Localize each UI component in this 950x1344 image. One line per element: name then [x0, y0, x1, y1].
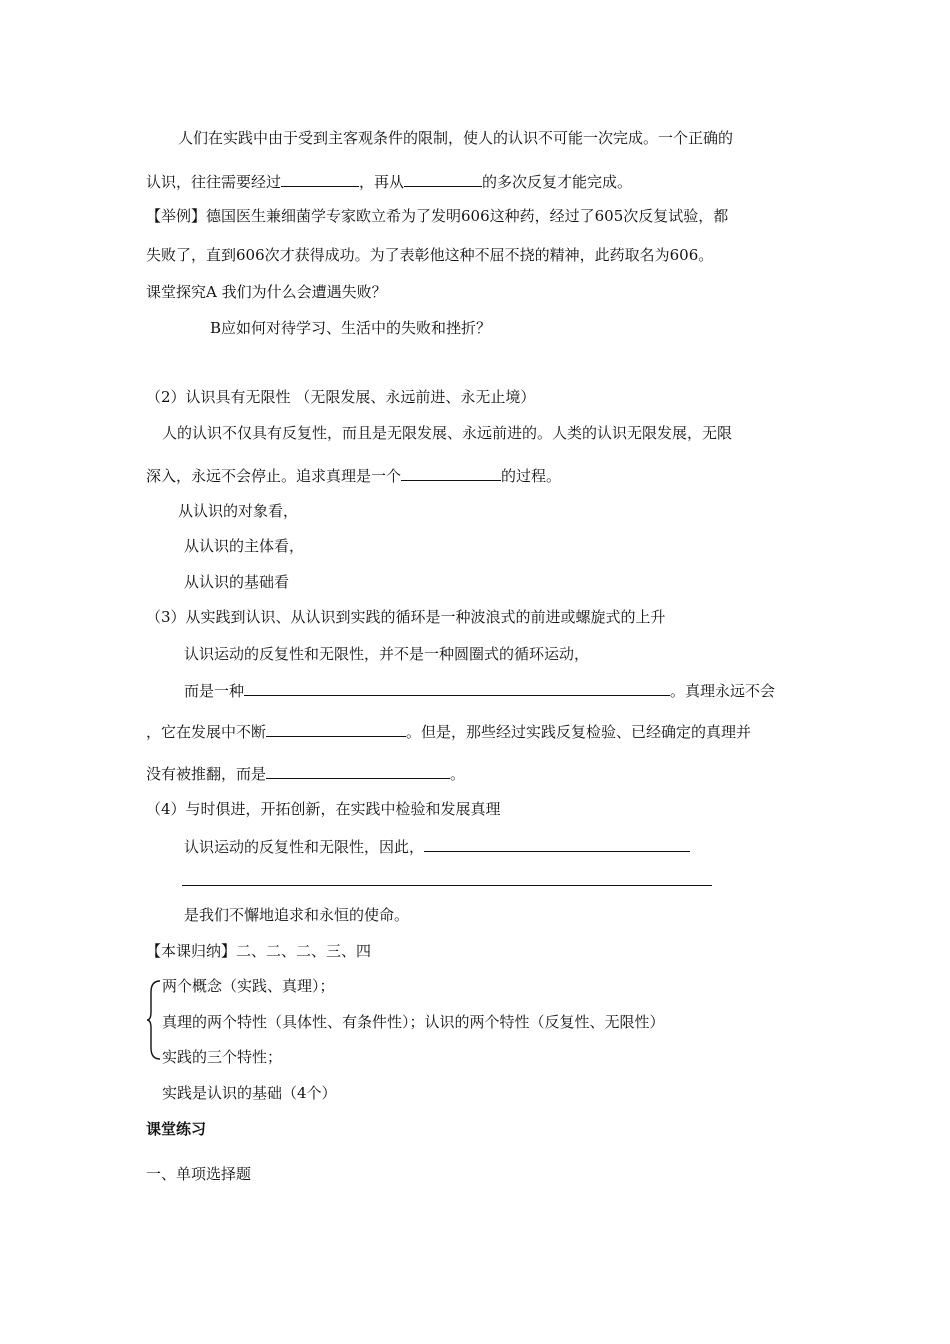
text-segment: 认识运动的反复性和无限性，因此，: [184, 838, 425, 856]
text-segment: ，再从: [359, 173, 405, 191]
text-segment: 的过程。: [501, 467, 562, 485]
fill-blank[interactable]: [404, 171, 482, 187]
example-line: 失败了，直到606次才获得成功。为了表彰他这种不屈不挠的精神，此药取名为606。: [146, 246, 714, 264]
fill-blank[interactable]: [401, 465, 501, 481]
paragraph-line: 认识运动的反复性和无限性，并不是一种圆圈式的循环运动，: [184, 645, 590, 663]
fill-blank[interactable]: [266, 721, 406, 737]
explore-question-b: B应如何对待学习、生活中的失败和挫折？: [210, 319, 492, 337]
fill-blank[interactable]: [266, 763, 450, 779]
paragraph-line: 人的认识不仅具有反复性，而且是无限发展、永远前进的。人类的认识无限发展，无限: [162, 424, 733, 442]
section-heading: （3）从实践到认识、从认识到实践的循环是一种波浪式的前进或螺旋式的上升: [146, 608, 666, 626]
section-heading: （4）与时俱进，开拓创新，在实践中检验和发展真理: [146, 800, 501, 818]
text-segment: 。: [450, 765, 466, 783]
paragraph-line: [146, 721, 751, 742]
fill-blank[interactable]: [424, 836, 690, 852]
summary-item: 实践的三个特性；: [162, 1048, 283, 1066]
example-line: 【举例】德国医生兼细菌学专家欧立希为了发明606这种药，经过了605次反复试验，都: [146, 207, 729, 225]
section-heading: （2）认识具有无限性 （无限发展、永远前进、永无止境）: [146, 388, 536, 406]
summary-item: 真理的两个特性（具体性、有条件性）；认识的两个特性（反复性、无限性）: [162, 1013, 665, 1031]
point-line: 从认识的对象看，: [178, 502, 299, 520]
text-segment: ，它在发展中不断: [146, 723, 267, 741]
paragraph-line: 是我们不懈地追求和永恒的使命。: [184, 906, 410, 924]
summary-title: 【本课归纳】二、二、二、三、四: [146, 942, 372, 960]
practice-subtitle: 一、单项选择题: [146, 1165, 252, 1183]
text-segment: 的多次反复才能完成。: [482, 173, 633, 191]
brace-icon: [146, 980, 162, 1060]
summary-item: 两个概念（实践、真理）；: [162, 977, 335, 995]
point-line: 从认识的主体看，: [184, 537, 305, 555]
fill-blank[interactable]: [281, 171, 359, 187]
paragraph-line: [184, 680, 775, 701]
fill-blank[interactable]: [244, 680, 670, 696]
explore-question-a: 课堂探究A 我们为什么会遭遇失败？: [146, 283, 387, 301]
text-segment: 。但是，那些经过实践反复检验、已经确定的真理并: [406, 723, 752, 741]
text-segment: 深入，永远不会停止。追求真理是一个: [146, 467, 402, 485]
paragraph-line: [184, 836, 690, 857]
paragraph-line: [182, 870, 712, 891]
point-line: 从认识的基础看: [184, 573, 290, 591]
paragraph-line: [146, 171, 632, 192]
practice-title: 课堂练习: [146, 1120, 207, 1138]
fill-blank[interactable]: [182, 870, 712, 886]
paragraph-line: [146, 763, 465, 784]
text-segment: 。真理永远不会: [670, 682, 776, 700]
text-segment: 认识，往往需要经过: [146, 173, 282, 191]
paragraph-line: 人们在实践中由于受到主客观条件的限制，使人的认识不可能一次完成。一个正确的: [178, 129, 734, 147]
text-segment: 而是一种: [184, 682, 245, 700]
text-segment: 没有被推翻，而是: [146, 765, 267, 783]
paragraph-line: [146, 465, 561, 486]
summary-item: 实践是认识的基础（4个）: [162, 1084, 337, 1102]
